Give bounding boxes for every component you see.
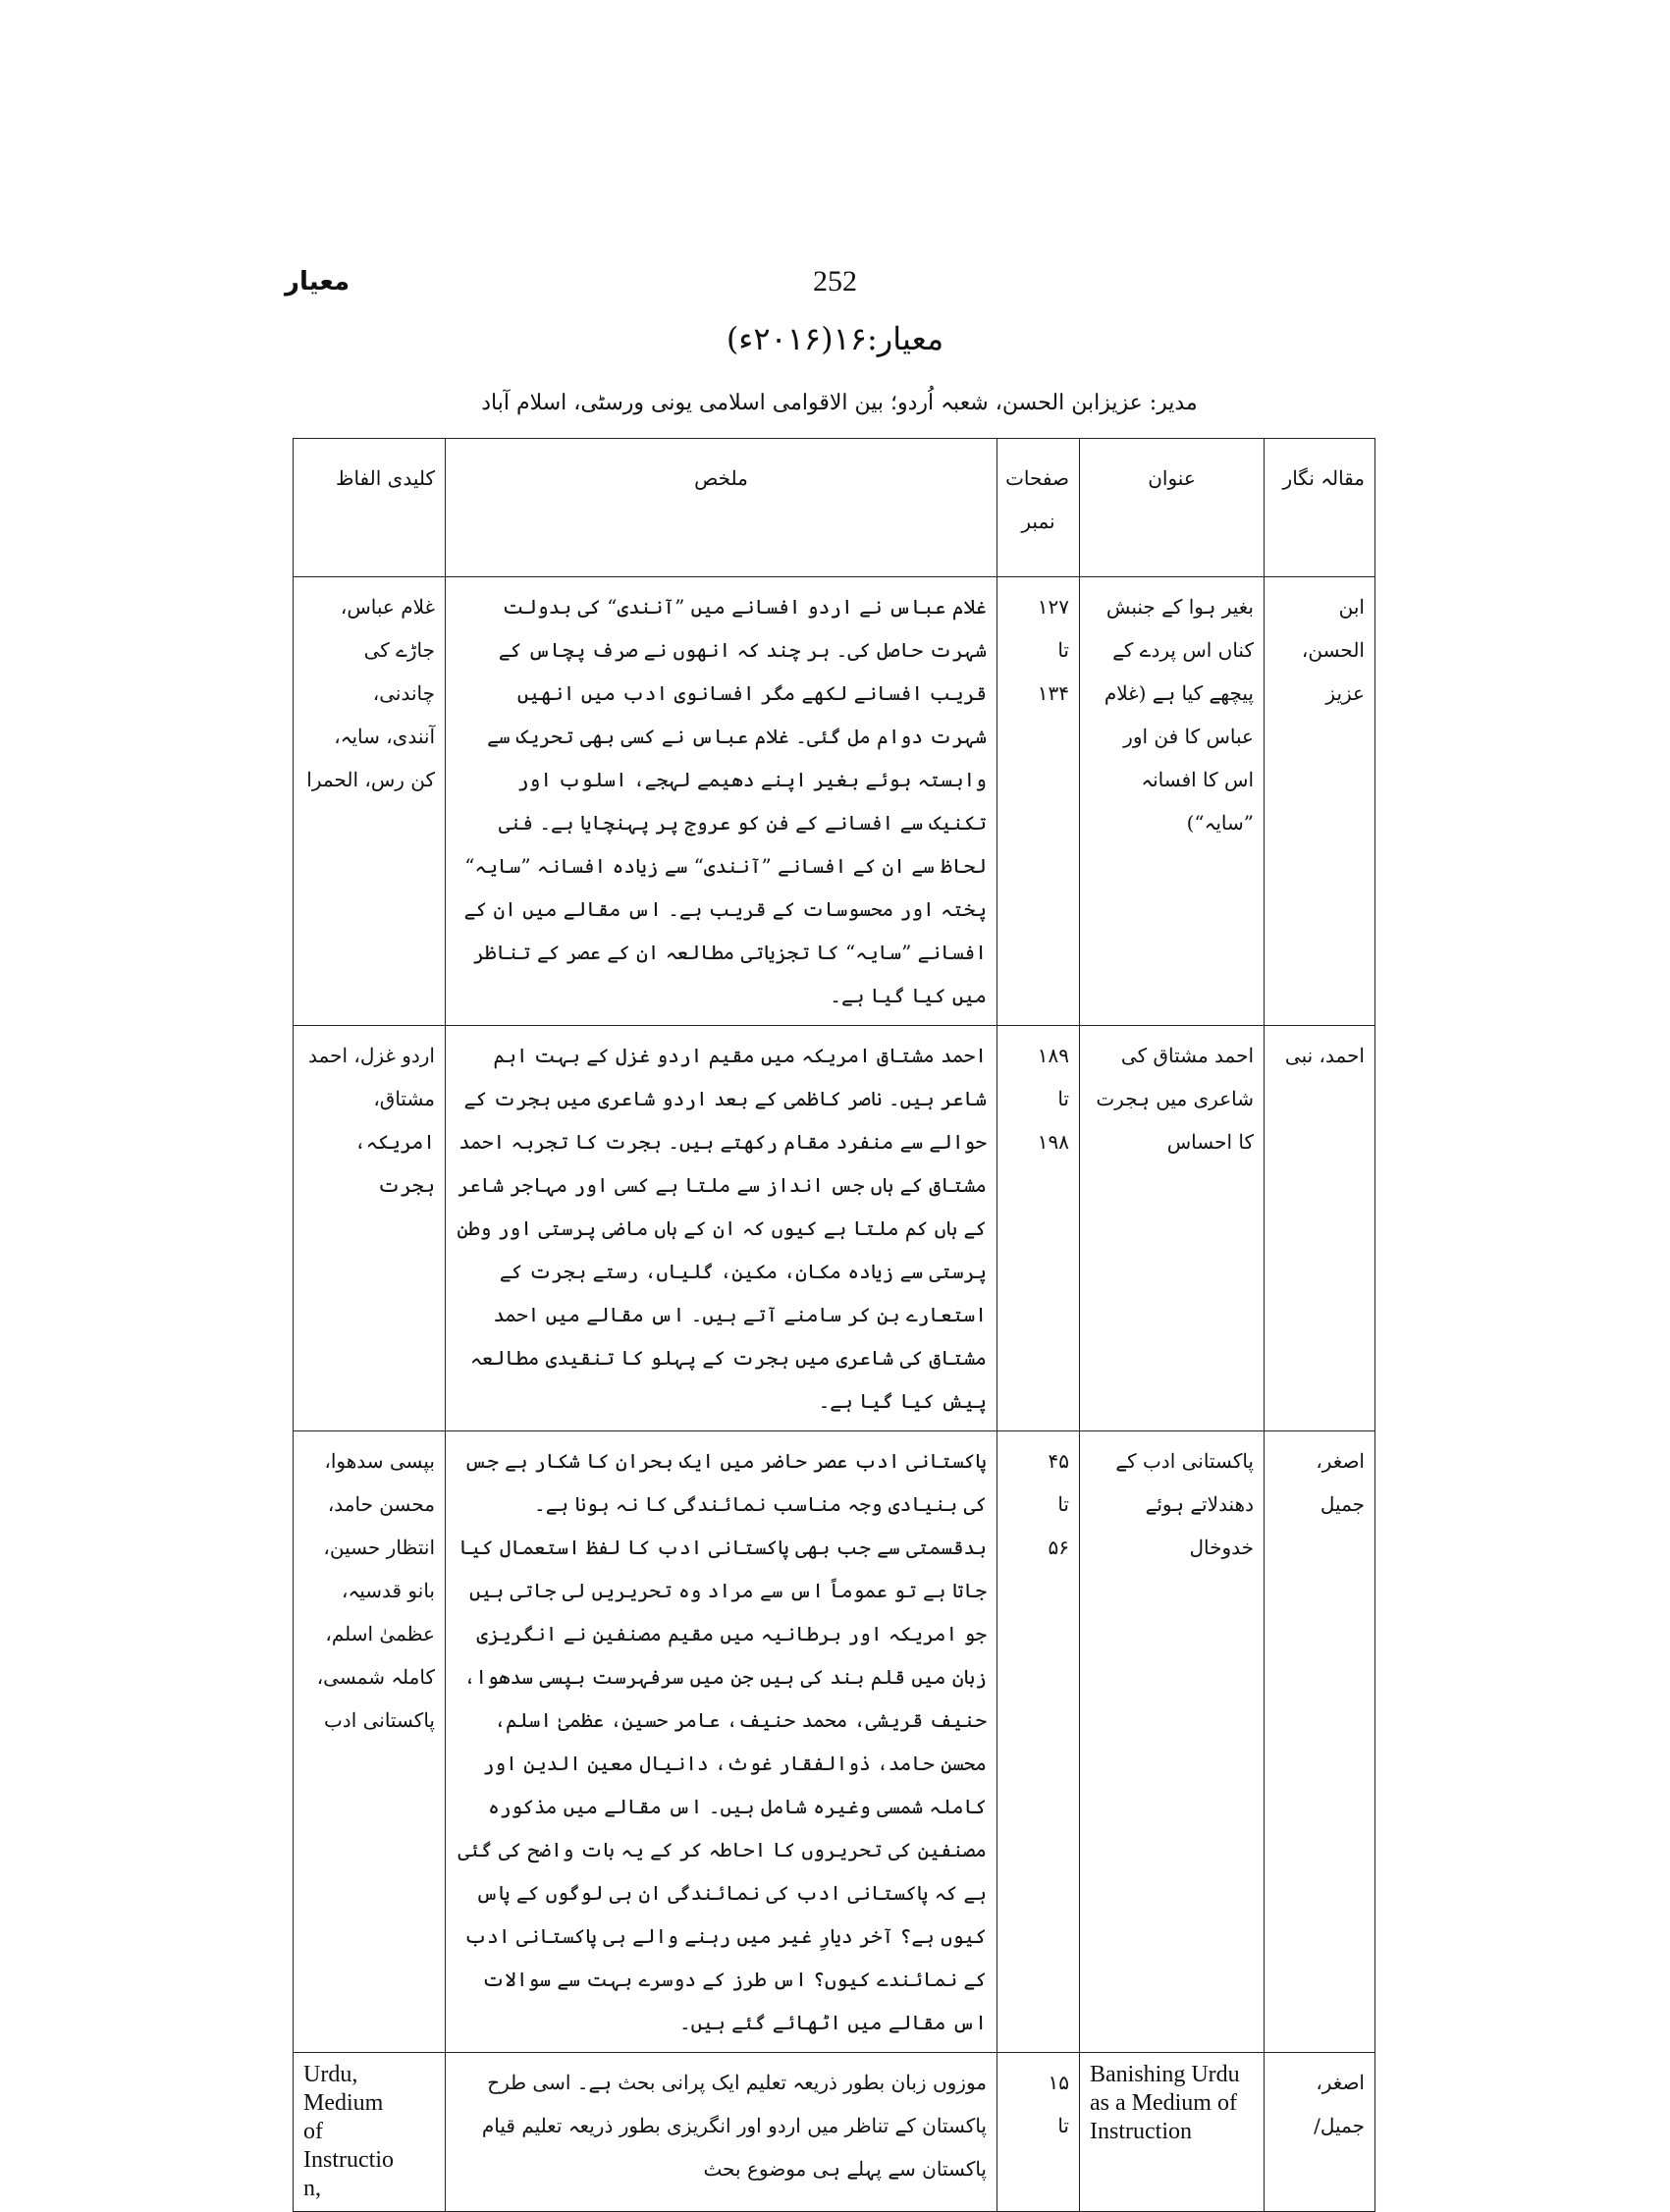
abstract-cell: پاکستانی ادب عصر حاضر میں ایک بحران کا شکار ہے جس کی بنیادی وجہ مناسب نمائندگی کا نہ ہونا ہے۔ بدقسمتی سے جب بھی پاکستانی ادب کا لفظ استعمال کیا جاتا ہے تو عموماً اس سے مراد وہ تحریریں لی جاتی ہیں جو امریکہ اور برطانیہ میں مقیم مصنفین نے انگریزی زبان میں قلم بند کی ہیں جن میں سرفہرست بپسی سدھوا، حنیف قریشی، محمد حنیف، عامر حسین، عظمیٰ اسلم، محسن حامد، ذوالفقار غوث، دانیال معین الدین اور کاملہ شمسی وغیرہ شامل ہیں۔ اس مقالے میں مذکورہ مصنفین کی تحریروں کا احاطہ کر کے یہ بات واضح کی گئی ہے کہ پاکستانی ادب کی نمائندگی ان ہی لوگوں کے پاس کیوں ہے؟ آخر دیارِ غیر میں رہنے والے ہی پاکستانی ادب کے نمائندے کیوں؟ اس طرز کے دوسرے بہت سے سوالات اس مقالے میں اٹھائے گئے ہیں۔ xyxy=(446,1431,997,2053)
page-from: ۴۵ xyxy=(1048,1449,1069,1473)
pages-cell xyxy=(997,1431,1080,2053)
table-row xyxy=(294,1431,1375,2053)
keywords-cell xyxy=(294,2053,446,2212)
table-row xyxy=(294,2053,1375,2212)
page-from: ۱۲۷ xyxy=(1037,595,1069,619)
keyword: Urdu, xyxy=(303,2062,358,2087)
table-row xyxy=(294,1026,1375,1431)
keywords-cell xyxy=(294,577,446,1026)
keyword: امریکہ، ہجرت xyxy=(353,1130,435,1197)
page-to-word: تا xyxy=(1057,2114,1069,2137)
page-number: 252 xyxy=(813,265,857,297)
page-from: ۱۵ xyxy=(1048,2071,1069,2094)
keyword: انتظار حسین، xyxy=(323,1536,435,1559)
page-to: ۱۹۸ xyxy=(1037,1130,1069,1154)
keyword: Instructio xyxy=(303,2147,394,2173)
keyword: کن رس، الحمرا xyxy=(306,768,435,791)
table-row xyxy=(294,577,1375,1026)
page-to-word: تا xyxy=(1057,638,1069,662)
english-keywords xyxy=(303,2061,435,2203)
page-to: ۱۳۴ xyxy=(1037,681,1069,705)
title-cell: بغیر ہوا کے جنبش کناں اس پردے کے پیچھے کیا ہے (غلام عباس کا فن اور اس کا افسانہ ”سایہ“) xyxy=(1080,577,1265,1026)
article-index-table xyxy=(293,438,1375,2212)
table-header-row xyxy=(294,439,1375,577)
pages-cell xyxy=(997,577,1080,1026)
keyword: بپسی سدھوا، xyxy=(324,1449,435,1473)
author-cell: احمد، نبی xyxy=(1265,1026,1375,1431)
pages-cell xyxy=(997,2053,1080,2212)
page-to-word: تا xyxy=(1057,1087,1069,1110)
title-cell: پاکستانی ادب کے دھندلاتے ہوئے خدوخال xyxy=(1080,1431,1265,2053)
keyword: کاملہ شمسی، xyxy=(316,1665,435,1689)
abstract-cell: موزوں زبان بطور ذریعہ تعلیم ایک پرانی بحث ہے۔ اسی طرح پاکستان کے تناظر میں اردو اور انگریزی بطور ذریعہ تعلیم قیام پاکستان سے پہلے ہی موضوع بحث xyxy=(446,2053,997,2212)
keyword: عظمیٰ اسلم، xyxy=(325,1622,435,1646)
running-head: معیار xyxy=(285,267,350,297)
title-cell xyxy=(1080,2053,1265,2212)
keyword: مشتاق، xyxy=(373,1087,435,1110)
header-pages: صفحات نمبر xyxy=(997,439,1080,577)
page-to-word: تا xyxy=(1057,1492,1069,1516)
keyword: غلام عباس، xyxy=(340,595,435,619)
author-cell: ابن الحسن، عزیز xyxy=(1265,577,1375,1026)
keywords-cell xyxy=(294,1431,446,2053)
keyword: n, xyxy=(303,2176,321,2201)
abstract-cell: احمد مشتاق امریکہ میں مقیم اردو غزل کے بہت اہم شاعر ہیں۔ ناصر کاظمی کے بعد اردو شاعری میں ہجرت کے حوالے سے منفرد مقام رکھتے ہیں۔ ہجرت کا تجربہ احمد مشتاق کے ہاں جس انداز سے ملتا ہے کسی اور مہاجر شاعر کے ہاں کم ملتا ہے کیوں کہ ان کے ہاں ماضی پرستی اور وطن پرستی سے زیادہ مکان، مکین، گلیاں، رستے ہجرت کے استعارے بن کر سامنے آتے ہیں۔ اس مقالے میں احمد مشتاق کی شاعری میں ہجرت کے پہلو کا تنقیدی مطالعہ پیش کیا گیا ہے۔ xyxy=(446,1026,997,1431)
keyword: Medium xyxy=(303,2090,384,2116)
header-keywords: کلیدی الفاظ xyxy=(294,439,446,577)
header-abstract: ملخص xyxy=(446,439,997,577)
keyword: محسن حامد، xyxy=(327,1492,435,1516)
abstract-cell: غلام عباس نے اردو افسانے میں ”آنندی“ کی بدولت شہرت حاصل کی۔ ہر چند کہ انھوں نے صرف پچاس کے قریب افسانے لکھے مگر افسانوی ادب میں انھیں شہرت دوام مل گئی۔ غلام عباس نے کسی بھی تحریک سے وابستہ ہوئے بغیر اپنے دھیمے لہجے، اسلوب اور تکنیک سے افسانے کے فن کو عروج پر پہنچایا ہے۔ فنی لحاظ سے ان کے افسانے ”آنندی“ سے زیادہ افسانہ ”سایہ“ پختہ اور محسوسات کے قریب ہے۔ اس مقالے میں ان کے افسانے ”سایہ“ کا تجزیاتی مطالعہ ان کے عصر کے تناظر میں کیا گیا ہے۔ xyxy=(446,577,997,1026)
keyword: بانو قدسیہ، xyxy=(342,1579,435,1602)
keyword: چاندنی، xyxy=(372,681,435,705)
page-to: ۵۶ xyxy=(1048,1536,1069,1559)
english-title: Banishing Urdu as a Medium of Instruction xyxy=(1090,2062,1240,2144)
pages-cell xyxy=(997,1026,1080,1431)
keyword: جاڑے کی xyxy=(363,638,435,662)
header-author: مقالہ نگار xyxy=(1265,439,1375,577)
keyword: پاکستانی ادب xyxy=(323,1708,435,1732)
keyword: of xyxy=(303,2119,323,2144)
editor-line: مدیر: عزیزابن الحسن، شعبہ اُردو؛ بین الاقوامی اسلامی یونی ورسٹی، اسلام آباد xyxy=(481,391,1198,415)
header-title: عنوان xyxy=(1080,439,1265,577)
author-cell: اصغر، جمیل xyxy=(1265,1431,1375,2053)
title-cell: احمد مشتاق کی شاعری میں ہجرت کا احساس xyxy=(1080,1026,1265,1431)
issue-title: معیار:۱۶(۲۰۱۶ء) xyxy=(726,320,944,357)
keywords-cell xyxy=(294,1026,446,1431)
keyword: آنندی، سایہ، xyxy=(334,725,435,748)
page-from: ۱۸۹ xyxy=(1037,1044,1069,1067)
keyword: اردو غزل، احمد xyxy=(308,1044,435,1067)
author-cell: اصغر، جمیل/ xyxy=(1265,2053,1375,2212)
